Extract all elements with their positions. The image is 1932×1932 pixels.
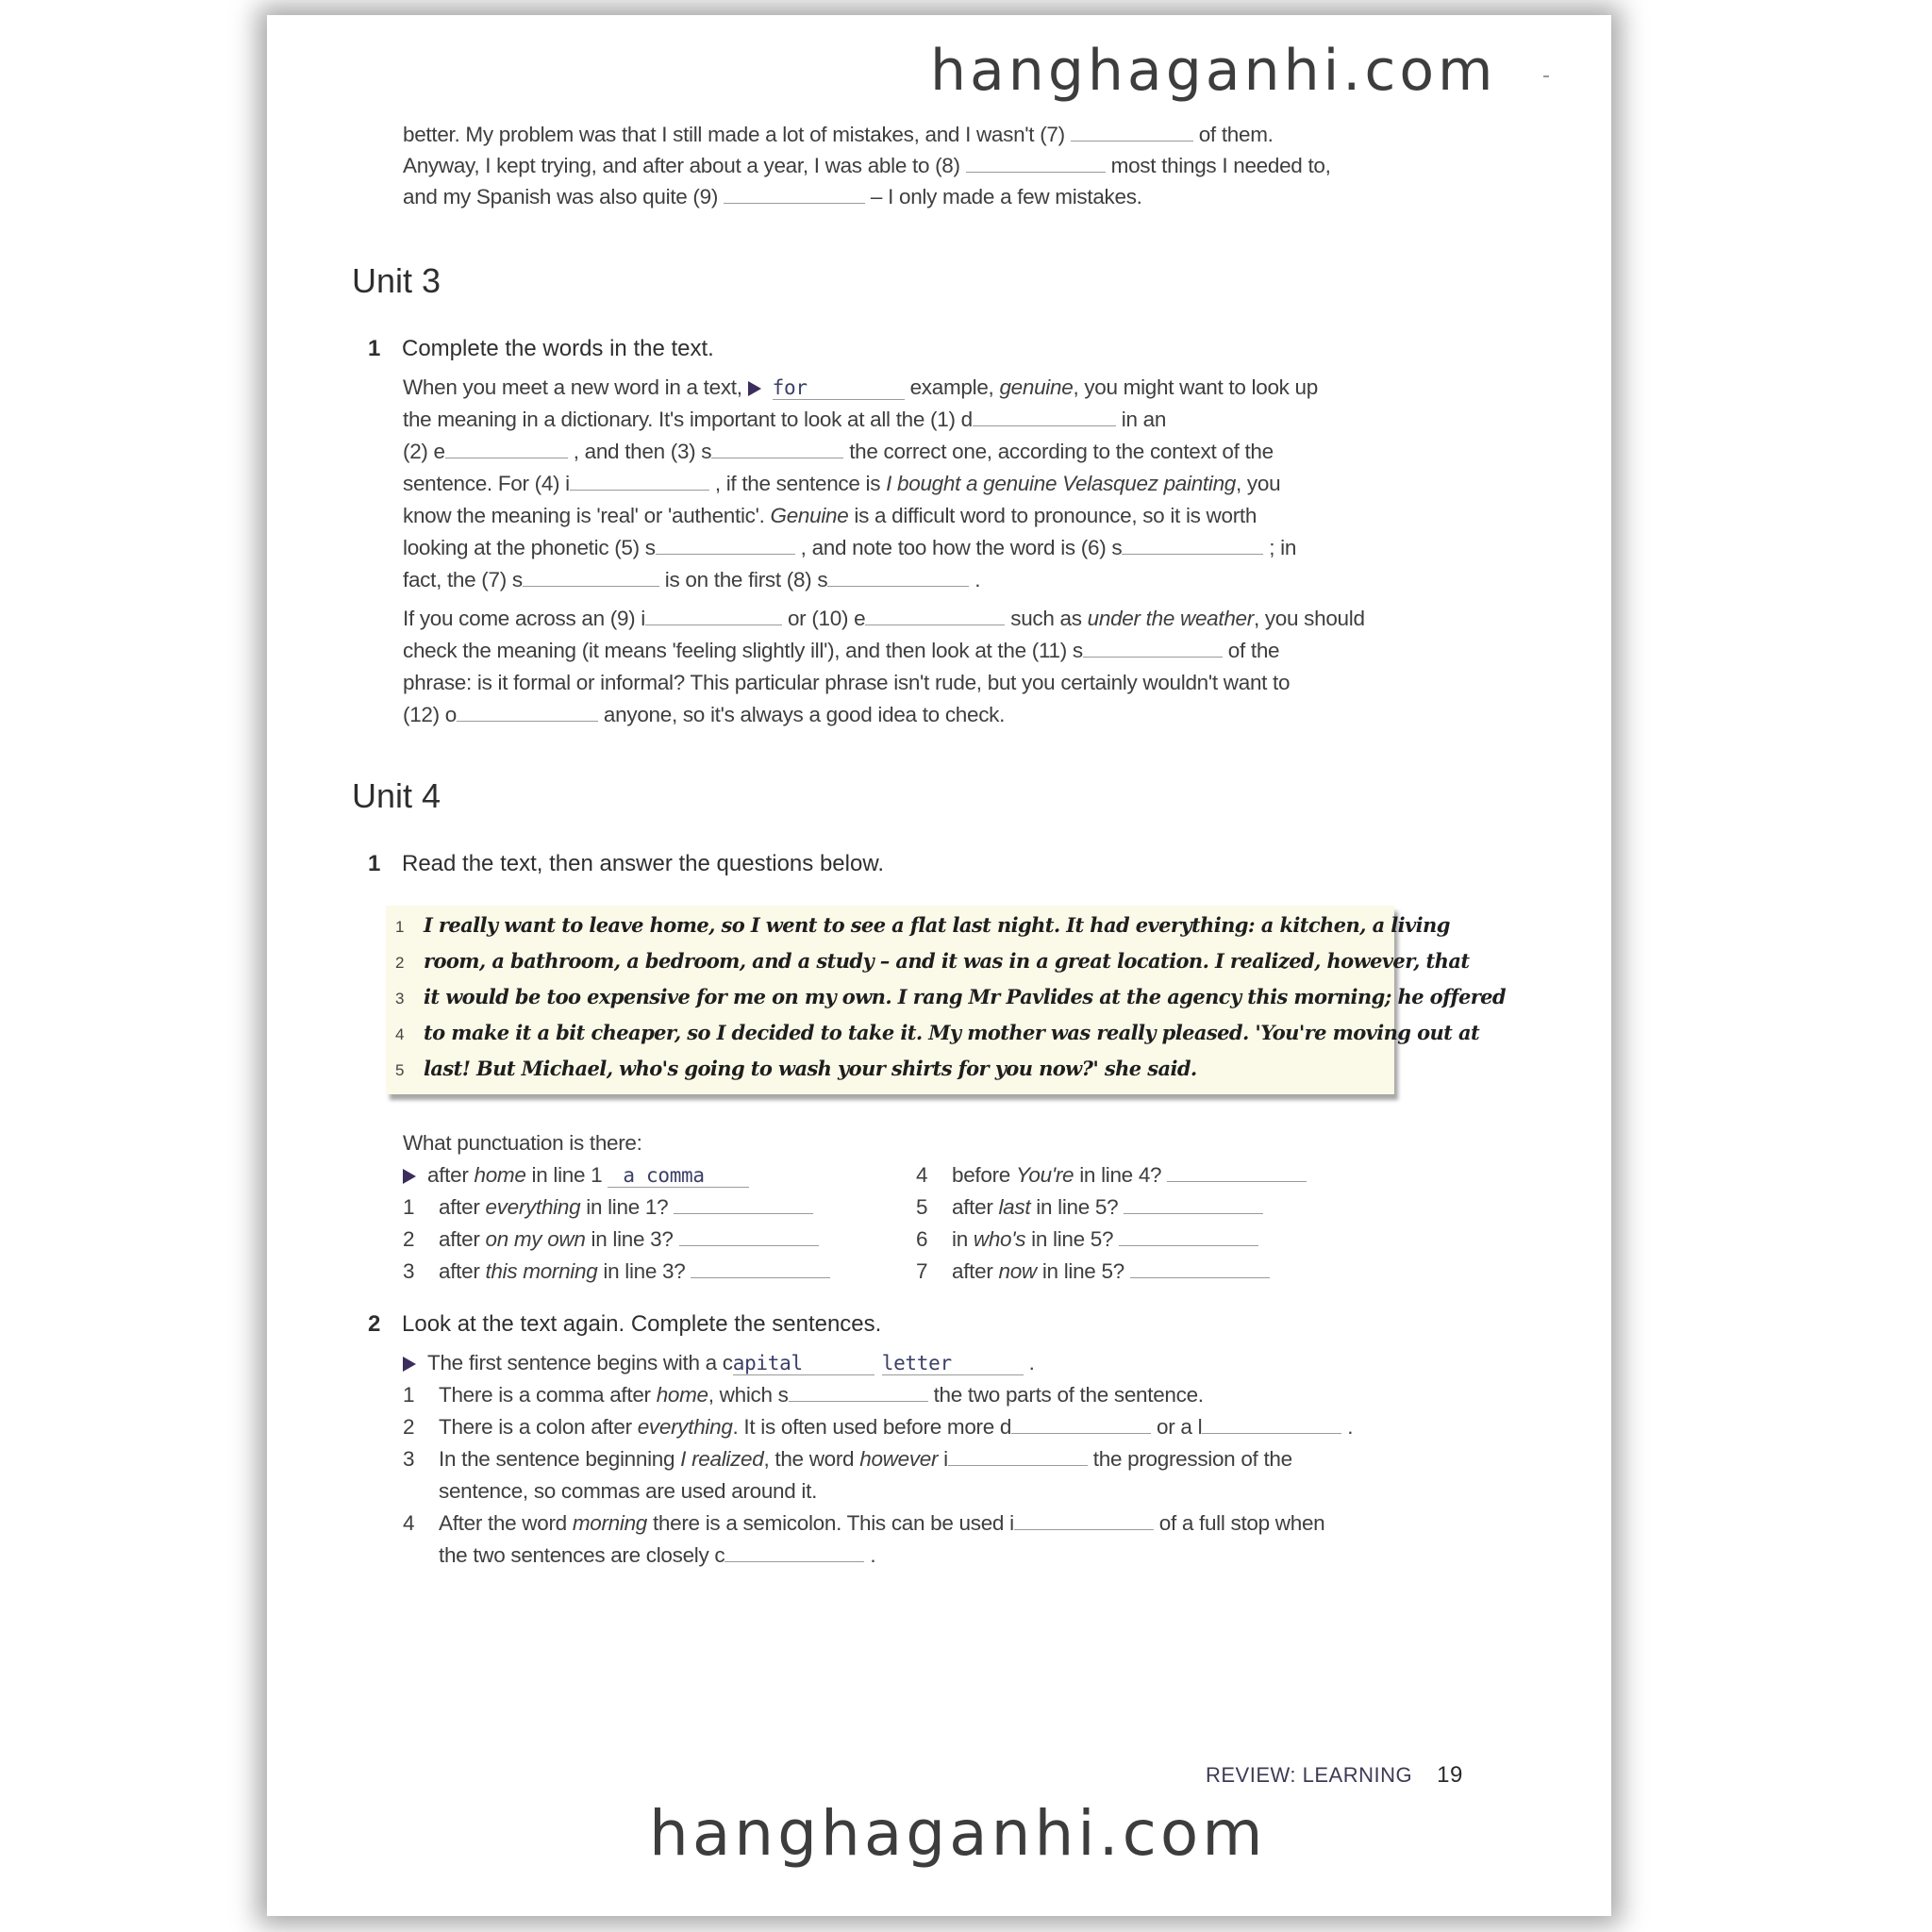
intro-line-3: and my Spanish was also quite (9) – I only made a few mistakes. [403, 185, 1142, 208]
example-arrow-icon [748, 381, 761, 396]
blank-8[interactable] [966, 155, 1106, 173]
passage-line-4: 4 to make it a bit cheaper, so I decided to take it. My mother was really pleased. 'You're moving out at [395, 1021, 1480, 1044]
u3-line-3: sentence. For (4) i , if the sentence is I bought a genuine Velasquez painting, you [403, 472, 1281, 495]
answer-blank[interactable] [674, 1196, 813, 1214]
answer-blank[interactable] [948, 1448, 1088, 1466]
u3-line-1: the meaning in a dictionary. It's important to look at all the (1) d in an [403, 408, 1167, 431]
reading-passage [386, 906, 1507, 1094]
answer-blank[interactable] [679, 1228, 819, 1246]
answer-blank[interactable] [1202, 1416, 1341, 1434]
section-label: REVIEW: LEARNING [1206, 1763, 1413, 1787]
unit-3-heading: Unit 3 [352, 261, 441, 300]
punct-item-4: 4 before You're in line 4? [916, 1163, 1307, 1188]
passage-line-1: 1 I really want to leave home, so I went to see a flat last night. It had everything: a kitchen, a living [395, 913, 1450, 937]
blank-9[interactable] [724, 186, 865, 204]
sentence-item-2: 2 There is a colon after everything. It is often used before more d or a l . [403, 1415, 1354, 1439]
punct-example: after home in line 1 a comma [403, 1163, 749, 1188]
blank-u3-1[interactable] [973, 408, 1116, 426]
example-answer[interactable]: for [773, 376, 905, 400]
example-arrow-icon [403, 1169, 416, 1184]
u3-line-7: If you come across an (9) i or (10) e such as under the weather, you should [403, 607, 1365, 630]
blank-u3-5[interactable] [656, 537, 795, 555]
unit3-ex1-instruction: 1 Complete the words in the text. [368, 336, 714, 361]
blank-u3-11[interactable] [1083, 640, 1223, 658]
sentence-item-1: 1 There is a comma after home, which s the two parts of the sentence. [403, 1383, 1204, 1407]
blank-u3-6[interactable] [1122, 537, 1263, 555]
u3-line-9: phrase: is it formal or informal? This particular phrase isn't rude, but you certainly wouldn't want to [403, 671, 1291, 694]
u3-line-6: fact, the (7) s is on the first (8) s . [403, 568, 981, 591]
intro-line-2: Anyway, I kept trying, and after about a year, I was able to (8) most things I needed to, [403, 154, 1331, 177]
blank-u3-7[interactable] [523, 569, 659, 587]
punctuation-question-intro: What punctuation is there: [403, 1131, 642, 1155]
u3-line-4: know the meaning is 'real' or 'authentic'. Genuine is a difficult word to pronounce, so it is worth [403, 504, 1257, 527]
punct-item-3: 3 after this morning in line 3? [403, 1259, 830, 1284]
passage-line-2: 2 room, a bathroom, a bedroom, and a study – and it was in a great location. I realized, however, that [395, 949, 1470, 973]
blank-u3-8[interactable] [827, 569, 969, 587]
answer-blank[interactable] [1124, 1196, 1263, 1214]
answer-blank[interactable] [1011, 1416, 1151, 1434]
punct-item-2: 2 after on my own in line 3? [403, 1227, 819, 1252]
u3-line-8: check the meaning (it means 'feeling slightly ill'), and then look at the (11) s of the [403, 639, 1280, 662]
u3-line-5: looking at the phonetic (5) s , and note too how the word is (6) s ; in [403, 536, 1297, 559]
unit-4-heading: Unit 4 [352, 776, 441, 815]
watermark-top: hanghaganhi.com [930, 38, 1497, 104]
unit4-ex1-instruction: 1 Read the text, then answer the questions below. [368, 851, 884, 876]
answer-blank[interactable] [1014, 1512, 1154, 1530]
u3-line-2: (2) e , and then (3) s the correct one, according to the context of the [403, 440, 1274, 463]
example-arrow-icon [403, 1357, 416, 1372]
page-footer [1206, 1762, 1463, 1789]
blank-u3-12[interactable] [457, 704, 598, 722]
u3-line-10: (12) o anyone, so it's always a good idea to check. [403, 703, 1006, 726]
page-number: 19 [1437, 1762, 1463, 1788]
page-mark [1543, 75, 1549, 77]
passage-line-5: 5 last! But Michael, who's going to wash your shirts for you now?' she said. [395, 1057, 1197, 1080]
punct-item-5: 5 after last in line 5? [916, 1195, 1263, 1220]
unit4-ex2-instruction: 2 Look at the text again. Complete the sentences. [368, 1311, 882, 1337]
blank-u3-4[interactable] [570, 473, 709, 491]
example-answer-2[interactable]: letter [882, 1352, 1024, 1375]
example-answer[interactable]: a comma [608, 1164, 749, 1188]
intro-line-1: better. My problem was that I still made a lot of mistakes, and I wasn't (7) of them. [403, 123, 1274, 146]
sentence-item-4: 4 After the word morning there is a semicolon. This can be used i of a full stop when [403, 1511, 1325, 1535]
answer-blank[interactable] [691, 1260, 830, 1278]
answer-blank[interactable] [1167, 1164, 1307, 1182]
blank-u3-9[interactable] [645, 608, 782, 625]
sentence-item-3: 3 In the sentence beginning I realized, the word however i the progression of the [403, 1447, 1292, 1471]
answer-blank[interactable] [1119, 1228, 1258, 1246]
blank-u3-3[interactable] [711, 441, 843, 458]
sentence-example: The first sentence begins with a capital letter . [403, 1351, 1035, 1375]
watermark-bottom: hanghaganhi.com [649, 1797, 1267, 1870]
example-answer-1[interactable]: apital [733, 1352, 874, 1375]
answer-blank[interactable] [724, 1544, 864, 1562]
u3-line-0: When you meet a new word in a text, for example, genuine, you might want to look up [403, 375, 1318, 399]
blank-u3-2[interactable] [445, 441, 568, 458]
punct-item-6: 6 in who's in line 5? [916, 1227, 1258, 1252]
passage-line-3: 3 it would be too expensive for me on my own. I rang Mr Pavlides at the agency this morning; he offered [395, 985, 1507, 1008]
answer-blank[interactable] [1130, 1260, 1270, 1278]
answer-blank[interactable] [789, 1384, 928, 1402]
punct-item-7: 7 after now in line 5? [916, 1259, 1270, 1284]
sentence-item-3-cont: sentence, so commas are used around it. [439, 1479, 818, 1503]
sentence-item-4-cont: the two sentences are closely c . [439, 1543, 876, 1567]
punct-item-1: 1 after everything in line 1? [403, 1195, 813, 1220]
blank-7[interactable] [1071, 124, 1193, 142]
blank-u3-10[interactable] [865, 608, 1005, 625]
